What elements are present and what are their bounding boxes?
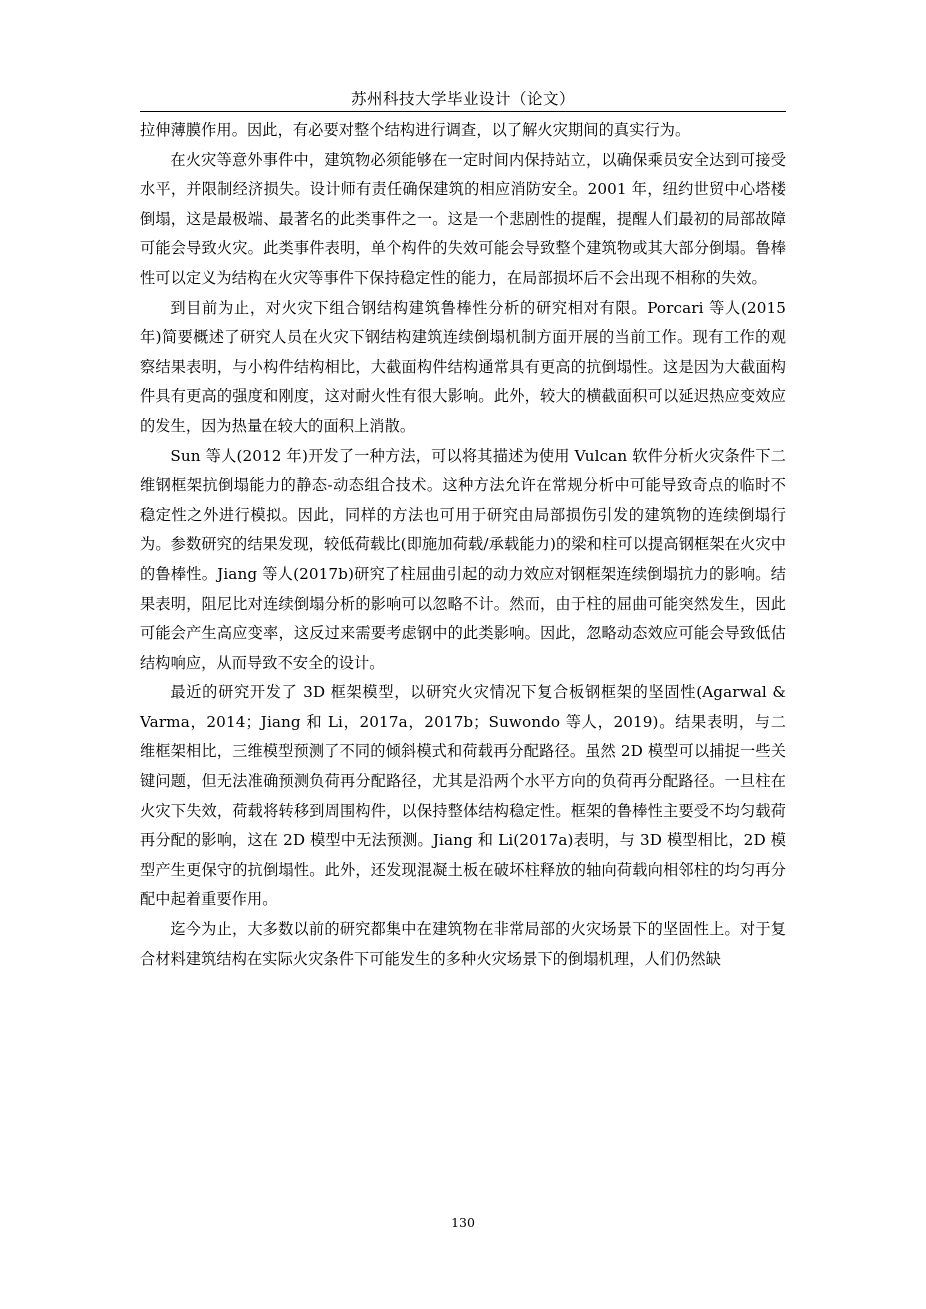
paragraph-sun-method: Sun 等人(2012 年)开发了一种方法，可以将其描述为使用 Vulcan 软件分析火灾条件下二维钢框架抗倒塌能力的静态-动态组合技术。这种方法允许在常规分析中可能导致奇点的临时不稳定性之外进行模拟。因此，同样的方法也可用于研究由局部损伤引发的建筑物的连续倒塌行为。参数研究的结果发现，较低荷载比(即施加荷载/承载能力)的梁和柱可以提高钢框架在火灾中的鲁棒性。Jiang 等人(2017b)研究了柱屈曲引起的动力效应对钢框架连续倒塌抗力的影响。结果表明，阻尼比对连续倒塌分析的影响可以忽略不计。然而，由于柱的屈曲可能突然发生，因此可能会产生高应变率，这反过来需要考虑钢中的此类影响。因此，忽略动态效应可能会导致低估结构响应，从而导致不安全的设计。 <box>140 446 786 672</box>
paragraph-local-fire-scenarios: 迄今为止，大多数以前的研究都集中在建筑物在非常局部的火灾场景下的坚固性上。对于复合材料建筑结构在实际火灾条件下可能发生的多种火灾场景下的倒塌机理，人们仍然缺 <box>140 920 786 968</box>
paragraph-fire-events: 在火灾等意外事件中，建筑物必须能够在一定时间内保持站立，以确保乘员安全达到可接受水平，并限制经济损失。设计师有责任确保建筑的相应消防安全。2001 年，纽约世贸中心塔楼倒塌，这是最极端、最著名的此类事件之一。这是一个悲剧性的提醒，提醒人们最初的局部故障可能会导致火灾。此类事件表明，单个构件的失效可能会导致整个建筑物或其大部分倒塌。鲁棒性可以定义为结构在火灾等事件下保持稳定性的能力，在局部损坏后不会出现不相称的失效。 <box>140 150 786 287</box>
paragraph-continuation: 拉伸薄膜作用。因此，有必要对整个结构进行调查，以了解火灾期间的真实行为。 <box>140 121 691 139</box>
paragraph-3d-frame-models: 最近的研究开发了 3D 框架模型，以研究火灾情况下复合板钢框架的坚固性(Agarwal & Varma，2014；Jiang 和 Li，2017a，2017b；Suwondo 等人，2019)。结果表明，与二维框架相比，三维模型预测了不同的倾斜模式和荷载再分配路径。虽然 2D 模型可以捕捉一些关键问题，但无法准确预测负荷再分配路径，尤其是沿两个水平方向的负荷再分配路径。一旦柱在火灾下失效，荷载将转移到周围构件，以保持整体结构稳定性。框架的鲁棒性主要受不均匀载荷再分配的影响，这在 2D 模型中无法预测。Jiang 和 Li(2017a)表明，与 3D 模型相比，2D 模型产生更保守的抗倒塌性。此外，还发现混凝土板在破坏柱释放的轴向荷载向相邻柱的均匀再分配中起着重要作用。 <box>140 683 786 909</box>
header-rule <box>140 111 786 112</box>
paragraph-limited-research: 到目前为止，对火灾下组合钢结构建筑鲁棒性分析的研究相对有限。Porcari 等人(2015 年)简要概述了研究人员在火灾下钢结构建筑连续倒塌机制方面开展的当前工作。现有工作的观察结果表明，与小构件结构相比，大截面构件结构通常具有更高的抗倒塌性。这是因为大截面构件具有更高的强度和刚度，这对耐火性有很大影响。此外，较大的横截面积可以延迟热应变效应的发生，因为热量在较大的面积上消散。 <box>140 298 786 435</box>
page-number: 130 <box>451 1215 475 1230</box>
page-header: 苏州科技大学毕业设计（论文） <box>350 90 575 108</box>
body-text <box>140 116 786 974</box>
